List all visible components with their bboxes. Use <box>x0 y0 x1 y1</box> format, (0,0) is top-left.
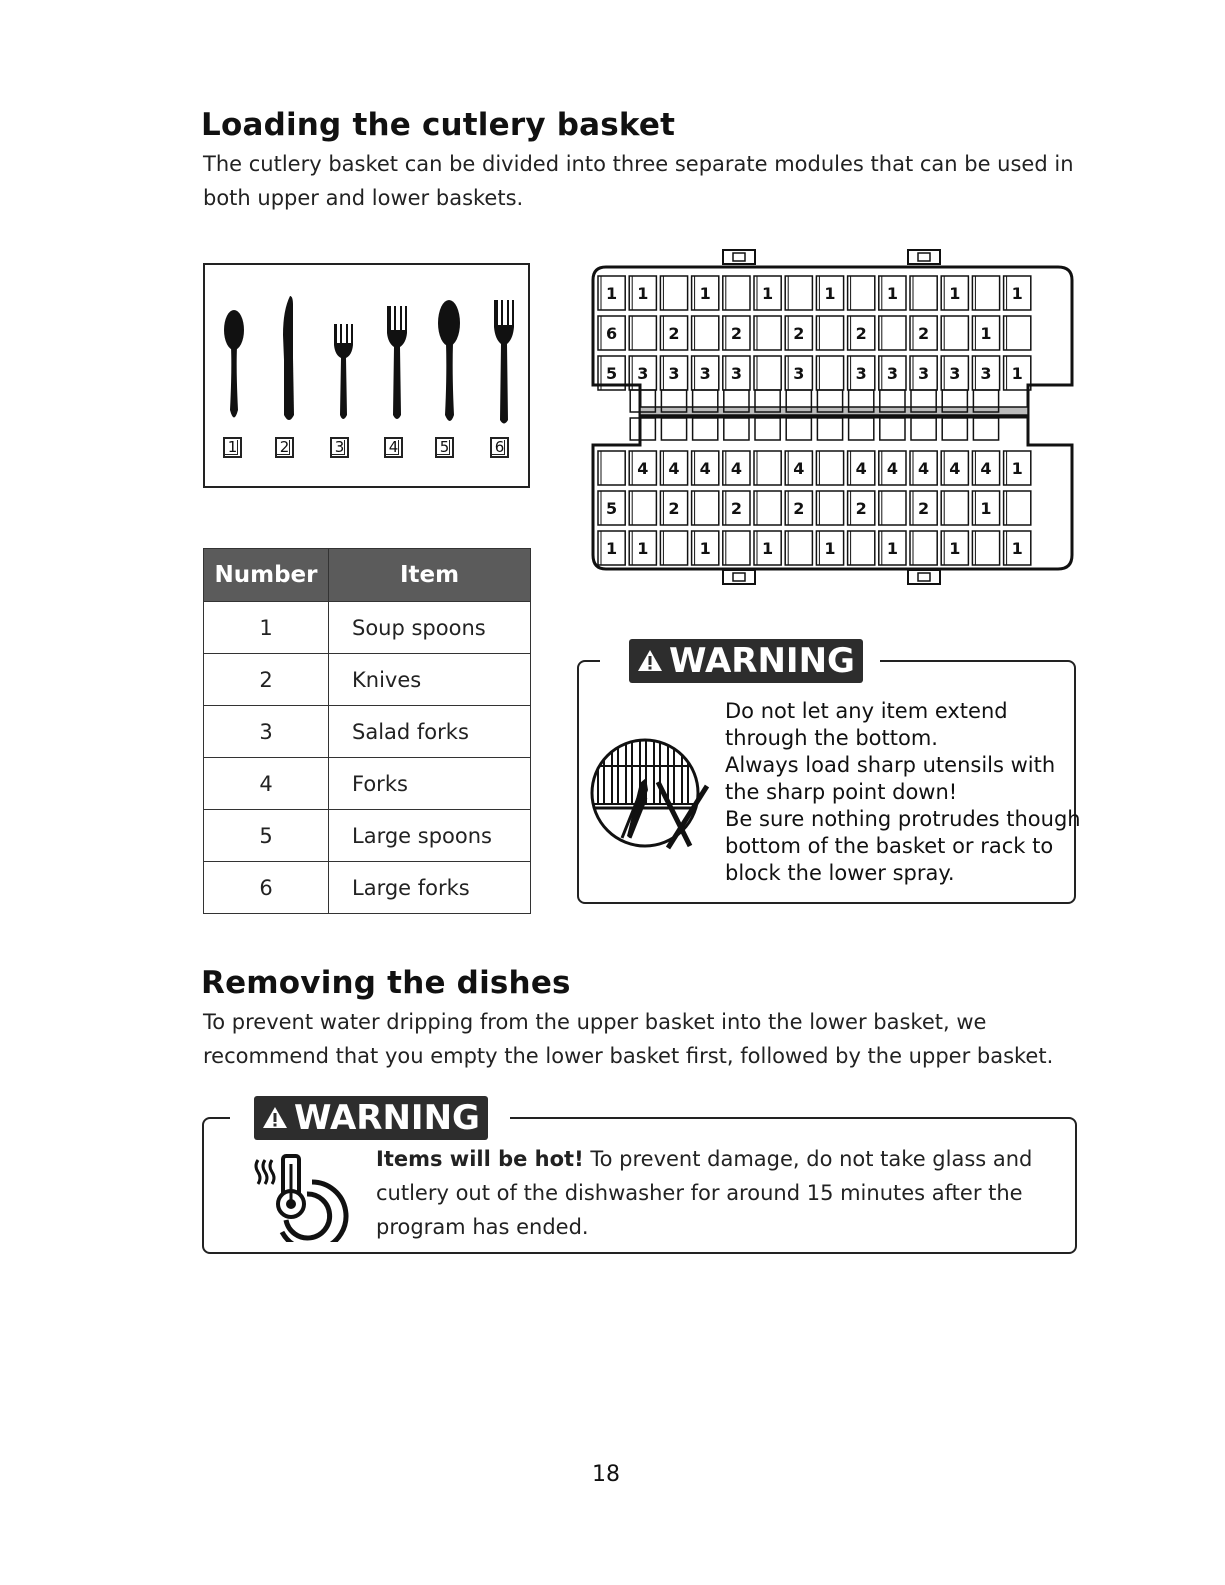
grid-cell <box>692 491 719 525</box>
grid-cell-number: 2 <box>918 499 930 518</box>
grid-cell-number: 2 <box>855 499 867 518</box>
row-number: 3 <box>204 706 329 758</box>
grid-cell-number: 1 <box>949 539 961 558</box>
row-item: Salad forks <box>329 706 531 758</box>
section-intro-loading: The cutlery basket can be divided into three separate modules that can be used in both upper and lower baskets. <box>203 152 1074 210</box>
table-row <box>204 810 531 862</box>
row-number: 5 <box>204 810 329 862</box>
grid-cell-number: 2 <box>793 324 805 343</box>
grid-cell <box>972 276 999 310</box>
warning1-line: block the lower spray. <box>725 861 955 885</box>
grid-cell-number: 2 <box>855 324 867 343</box>
warning-triangle-icon <box>637 641 663 681</box>
cutlery-illustrations <box>205 265 528 486</box>
knife-icon <box>283 296 294 420</box>
section-title-loading: Loading the cutlery basket <box>201 107 676 143</box>
cutlery-number-box: 4 <box>384 437 403 458</box>
large-fork-icon <box>494 300 514 424</box>
grid-cell <box>1004 491 1031 525</box>
grid-cell-number: 2 <box>668 324 680 343</box>
clip-icon <box>908 250 940 264</box>
header-item: Item <box>329 549 531 602</box>
grid-cell <box>941 316 968 350</box>
warning-triangle-icon <box>262 1098 288 1138</box>
row-item: Large spoons <box>329 810 531 862</box>
grid-cell <box>786 418 811 440</box>
grid-cell <box>816 316 843 350</box>
grid-cell-number: 4 <box>886 459 898 478</box>
grid-cell <box>660 531 687 565</box>
grid-cell-number: 3 <box>730 364 742 383</box>
grid-cell-number: 3 <box>980 364 992 383</box>
grid-cell <box>629 491 656 525</box>
clip-icon <box>723 570 755 584</box>
grid-cell <box>660 276 687 310</box>
grid-cell-number: 3 <box>637 364 649 383</box>
grid-cell-number: 1 <box>949 284 961 303</box>
grid-cell <box>849 418 874 440</box>
cutlery-item-table <box>203 548 531 914</box>
row-item: Forks <box>329 758 531 810</box>
grid-cell-number: 1 <box>1011 459 1023 478</box>
grid-cell <box>973 418 998 440</box>
grid-cell <box>785 276 812 310</box>
grid-cell-number: 6 <box>606 324 618 343</box>
warning2-bold: Items will be hot! <box>376 1147 584 1171</box>
grid-cell <box>816 491 843 525</box>
warning-label-2: WARNING <box>254 1096 488 1140</box>
table-row <box>204 654 531 706</box>
grid-cell-number: 3 <box>949 364 961 383</box>
grid-cell-number: 1 <box>699 284 711 303</box>
grid-cell-number: 3 <box>668 364 680 383</box>
grid-cell-number: 4 <box>730 459 742 478</box>
grid-cell-number: 2 <box>668 499 680 518</box>
grid-cell-number: 5 <box>606 364 618 383</box>
grid-cell <box>692 316 719 350</box>
warning1-line: the sharp point down! <box>725 780 958 804</box>
grid-cell-number: 2 <box>730 324 742 343</box>
warning1-line: through the bottom. <box>725 726 938 750</box>
grid-cell <box>598 451 625 485</box>
grid-cell-number: 4 <box>668 459 680 478</box>
grid-cell-number: 1 <box>762 284 774 303</box>
grid-cell-number: 5 <box>606 499 618 518</box>
grid-cell <box>661 418 686 440</box>
cutlery-legend-box <box>203 263 530 488</box>
clip-icon <box>723 250 755 264</box>
row-item: Soup spoons <box>329 602 531 654</box>
grid-cell <box>879 316 906 350</box>
grid-cell <box>754 356 781 390</box>
row-number: 6 <box>204 862 329 914</box>
row-number: 4 <box>204 758 329 810</box>
grid-cell <box>1004 316 1031 350</box>
grid-cell-number: 4 <box>637 459 649 478</box>
grid-cell-number: 2 <box>730 499 742 518</box>
grid-cell <box>880 418 905 440</box>
grid-cell-number: 1 <box>980 324 992 343</box>
warning2-text: Items will be hot! To prevent damage, do not take glass and cutlery out of the dishwasher for around 15 minutes after the program has ended. <box>376 1147 1033 1239</box>
table-header-row <box>204 549 531 602</box>
cutlery-number-box: 2 <box>275 437 294 458</box>
fork-icon <box>387 306 407 419</box>
row-item: Large forks <box>329 862 531 914</box>
warning1-line: bottom of the basket or rack to <box>725 834 1054 858</box>
cutlery-number-box: 1 <box>223 437 242 458</box>
grid-cell-number: 1 <box>606 539 618 558</box>
grid-cell <box>910 276 937 310</box>
grid-cell-number: 4 <box>855 459 867 478</box>
large-spoon-icon <box>438 300 460 421</box>
grid-cell-number: 1 <box>699 539 711 558</box>
row-item: Knives <box>329 654 531 706</box>
grid-cell <box>723 276 750 310</box>
grid-cell <box>848 276 875 310</box>
grid-cell <box>723 531 750 565</box>
grid-cell-number: 3 <box>699 364 711 383</box>
grid-cell-number: 1 <box>606 284 618 303</box>
warning1-line: Be sure nothing protrudes though <box>725 807 1081 831</box>
grid-cell <box>754 451 781 485</box>
grid-cell <box>879 491 906 525</box>
salad-fork-icon <box>334 324 353 419</box>
cutlery-basket-grid-diagram <box>588 245 1078 590</box>
grid-cell-number: 4 <box>980 459 992 478</box>
grid-cell-number: 1 <box>824 539 836 558</box>
grid-cell <box>693 418 718 440</box>
grid-cell <box>724 418 749 440</box>
table-row <box>204 758 531 810</box>
hot-temperature-icon <box>252 1152 357 1242</box>
grid-cell-number: 3 <box>793 364 805 383</box>
grid-cell <box>817 418 842 440</box>
grid-cell-number: 1 <box>637 284 649 303</box>
grid-cell-number: 3 <box>918 364 930 383</box>
clip-icon <box>908 570 940 584</box>
section-title-removing: Removing the dishes <box>201 965 571 1001</box>
grid-cell-number: 1 <box>1011 284 1023 303</box>
warning1-text <box>725 698 1081 887</box>
grid-cell-number: 4 <box>699 459 711 478</box>
grid-cell-number: 1 <box>886 539 898 558</box>
cutlery-number-box: 5 <box>435 437 454 458</box>
grid-cell-number: 1 <box>1011 364 1023 383</box>
grid-cell-number: 1 <box>762 539 774 558</box>
table-row <box>204 602 531 654</box>
grid-cell-number: 1 <box>637 539 649 558</box>
grid-cell <box>754 491 781 525</box>
grid-cell <box>630 418 655 440</box>
grid-cell <box>848 531 875 565</box>
soup-spoon-icon <box>224 310 244 418</box>
grid-cell-number: 3 <box>886 364 898 383</box>
grid-cell <box>910 531 937 565</box>
grid-cell <box>785 531 812 565</box>
cutlery-number-box: 3 <box>330 437 349 458</box>
grid-cell-number: 1 <box>886 284 898 303</box>
grid-cell-number: 1 <box>1011 539 1023 558</box>
grid-cell-number: 3 <box>855 364 867 383</box>
warning1-line: Do not let any item extend <box>725 699 1008 723</box>
module-divider-bar <box>640 407 1028 415</box>
no-protrude-icon <box>590 738 715 850</box>
cutlery-number-box: 6 <box>490 437 509 458</box>
grid-cell-number: 4 <box>793 459 805 478</box>
grid-cell-number: 1 <box>980 499 992 518</box>
grid-cell <box>911 418 936 440</box>
grid-cell <box>816 451 843 485</box>
grid-cell <box>816 356 843 390</box>
header-number: Number <box>204 549 329 602</box>
section-intro-removing: To prevent water dripping from the upper basket into the lower basket, we recommend that you empty the lower basket first, followed by the upper basket. <box>203 1010 1054 1068</box>
row-number: 1 <box>204 602 329 654</box>
grid-cell <box>629 316 656 350</box>
grid-cell-number: 1 <box>824 284 836 303</box>
row-number: 2 <box>204 654 329 706</box>
grid-cell <box>755 418 780 440</box>
grid-cell-number: 2 <box>793 499 805 518</box>
grid-cell <box>972 531 999 565</box>
page-number: 18 <box>592 1462 620 1487</box>
table-row <box>204 862 531 914</box>
warning1-line: Always load sharp utensils with <box>725 753 1056 777</box>
grid-cell-number: 4 <box>918 459 930 478</box>
table-row <box>204 706 531 758</box>
grid-cell <box>941 491 968 525</box>
grid-cell <box>754 316 781 350</box>
grid-cell-number: 2 <box>918 324 930 343</box>
grid-cell-number: 4 <box>949 459 961 478</box>
grid-cell <box>942 418 967 440</box>
warning-label-1: WARNING <box>629 639 863 683</box>
